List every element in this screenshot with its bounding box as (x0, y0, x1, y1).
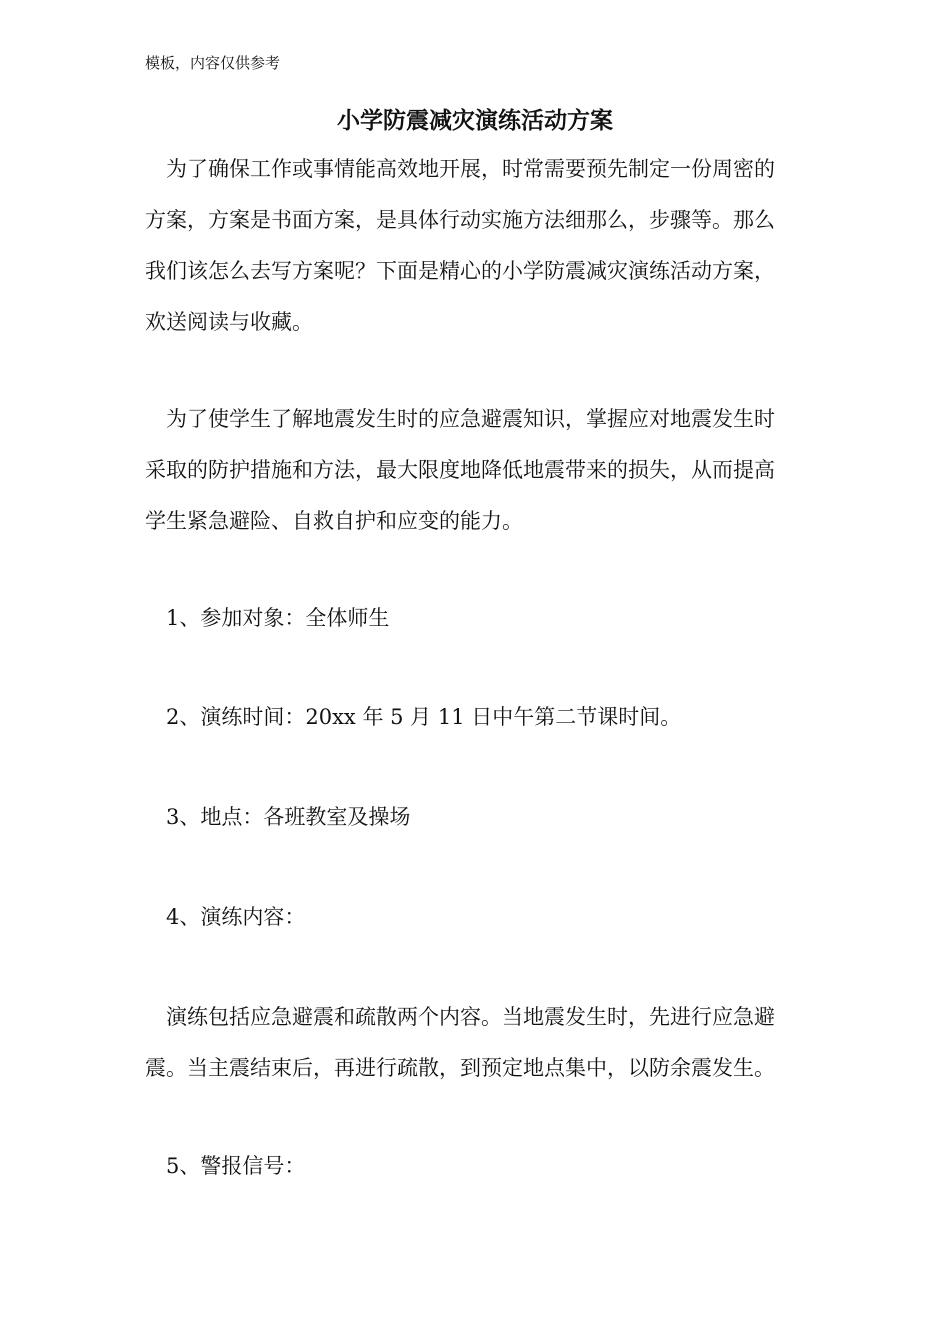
content-line: 震。当主震结束后，再进行疏散，到预定地点集中，以防余震发生。 (145, 1056, 775, 1080)
intro-line: 欢送阅读与收藏。 (145, 310, 313, 334)
location-text: 3、地点：各班教室及操场 (166, 805, 411, 829)
content-heading-item (145, 892, 820, 943)
intro-line: 方案，方案是书面方案，是具体行动实施方法细那么，步骤等。那么 (145, 208, 775, 232)
purpose-line: 学生紧急避险、自救自护和应变的能力。 (145, 509, 523, 533)
document-title: 小学防震减灾演练活动方案 (337, 107, 613, 134)
intro-line: 我们该怎么去写方案呢？下面是精心的小学防震减灾演练活动方案， (145, 259, 775, 283)
content-line: 演练包括应急避震和疏散两个内容。当地震发生时，先进行应急避 (166, 1005, 775, 1029)
content-heading-text: 4、演练内容： (166, 905, 306, 929)
participants-text: 1、参加对象：全体师生 (166, 606, 390, 630)
purpose-paragraph (145, 394, 820, 547)
intro-paragraph (145, 144, 820, 348)
content-paragraph (145, 992, 820, 1094)
alarm-signal-text: 5、警报信号： (166, 1154, 306, 1178)
intro-line: 为了确保工作或事情能高效地开展，时常需要预先制定一份周密的 (166, 157, 775, 181)
participants-item (145, 593, 820, 644)
location-item (145, 792, 820, 843)
purpose-line: 为了使学生了解地震发生时的应急避震知识，掌握应对地震发生时 (166, 407, 775, 431)
alarm-signal-item (145, 1141, 820, 1192)
time-item (145, 692, 820, 743)
time-text: 2、演练时间：20xx 年 5 月 11 日中午第二节课时间。 (166, 705, 682, 729)
purpose-line: 采取的防护措施和方法，最大限度地降低地震带来的损失，从而提高 (145, 458, 775, 482)
header-note: 模板，内容仅供参考 (145, 54, 281, 72)
